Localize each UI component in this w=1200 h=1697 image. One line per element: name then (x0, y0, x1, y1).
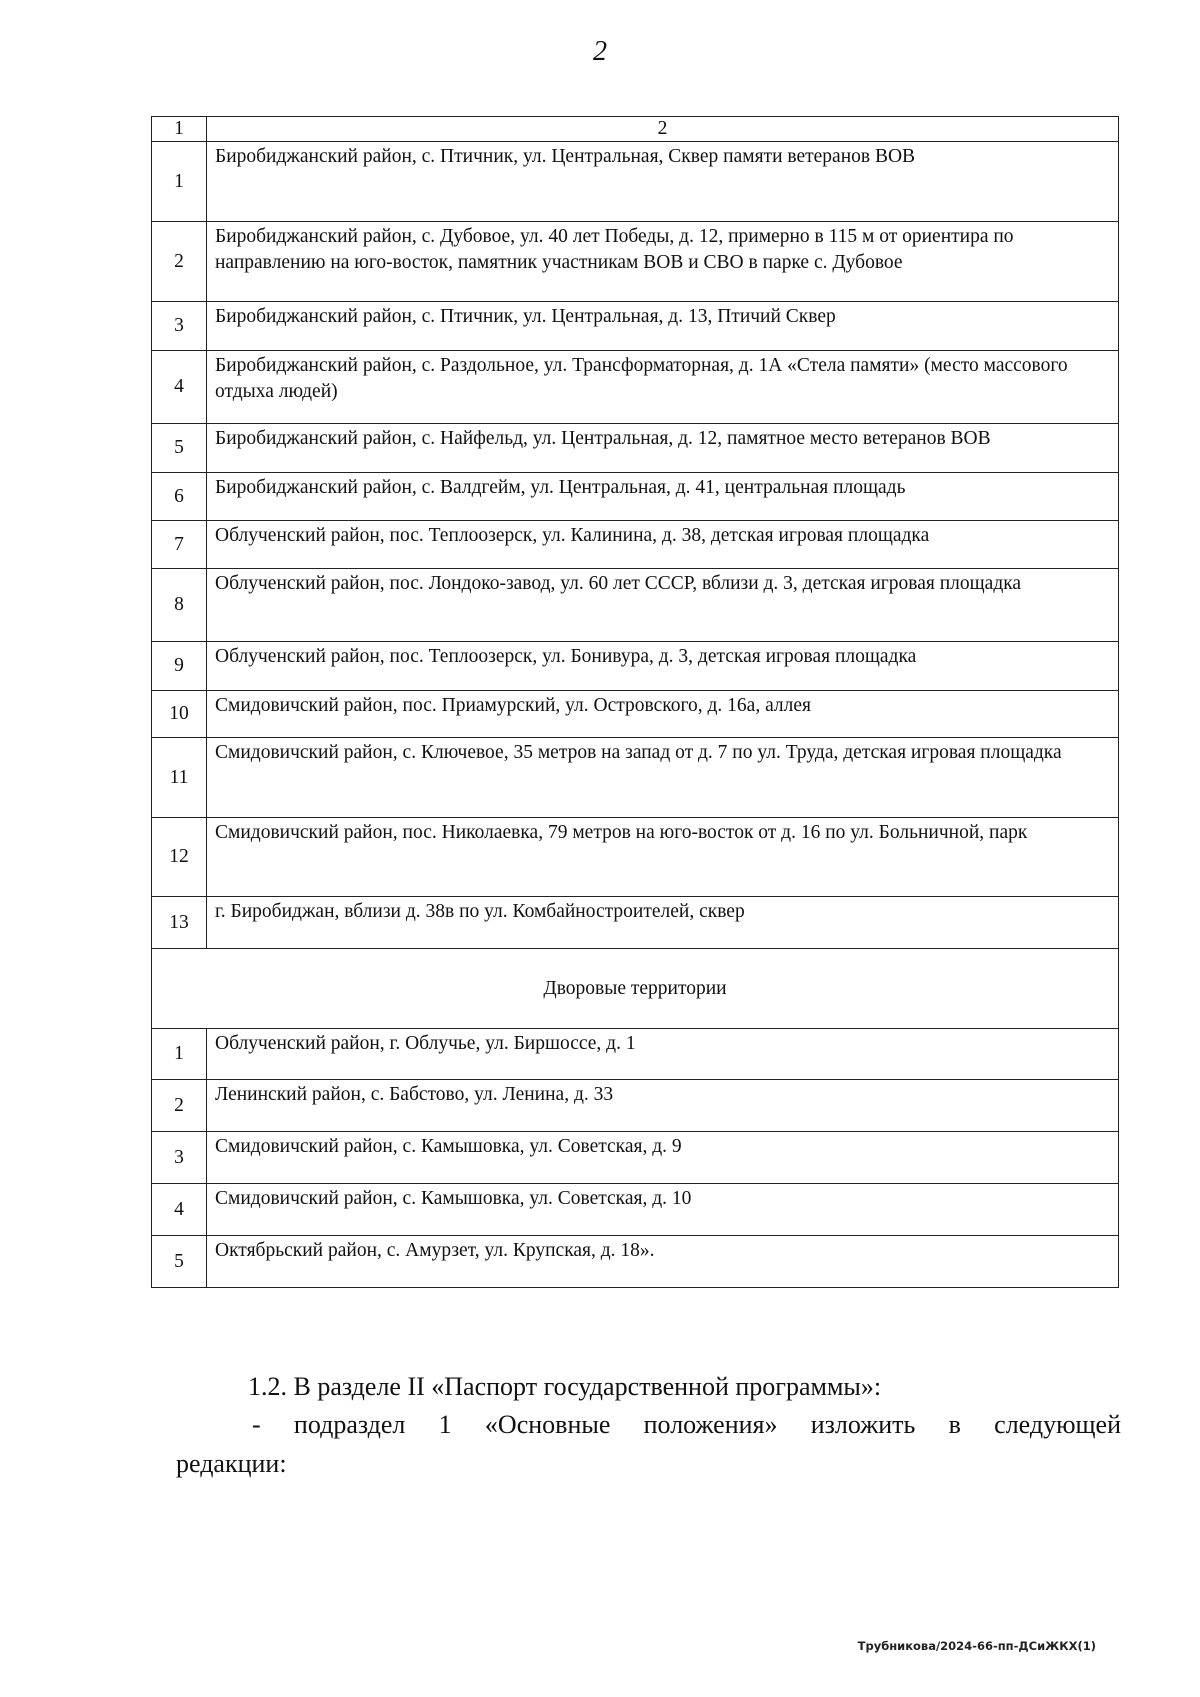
row-address: г. Биробиджан, вблизи д. 38в по ул. Комбайностроителей, сквер (207, 897, 1119, 949)
row-address: Облученский район, пос. Теплоозерск, ул. Калинина, д. 38, детская игровая площадка (207, 521, 1119, 569)
header-col-2: 2 (207, 117, 1119, 142)
paragraph-section-change: 1.2. В разделе II «Паспорт государственной программы»: (248, 1372, 882, 1401)
table-row (152, 1236, 1119, 1288)
row-number: 10 (152, 691, 207, 738)
table-row (152, 642, 1119, 691)
row-address: Биробиджанский район, с. Раздольное, ул. Трансформаторная, д. 1А «Стела памяти» (место массового отдыха людей) (207, 351, 1119, 424)
row-number: 9 (152, 642, 207, 691)
row-address: Облученский район, пос. Лондоко-завод, ул. 60 лет СССР, вблизи д. 3, детская игровая площадка (207, 569, 1119, 642)
table-row (152, 302, 1119, 351)
section-header-row (152, 949, 1119, 1029)
paragraph-continuation: редакции: (176, 1449, 287, 1478)
row-address: Облученский район, г. Облучье, ул. Биршоссе, д. 1 (207, 1029, 1119, 1080)
table-row (152, 473, 1119, 521)
row-number: 12 (152, 818, 207, 897)
table-row (152, 569, 1119, 642)
table-row (152, 1132, 1119, 1184)
row-address: Биробиджанский район, с. Дубовое, ул. 40 лет Победы, д. 12, примерно в 115 м от ориентира по направлению на юго-восток, памятник участникам ВОВ и СВО в парке с. Дубовое (207, 222, 1119, 302)
row-number: 2 (152, 1080, 207, 1132)
row-address: Смидовичский район, с. Камышовка, ул. Советская, д. 9 (207, 1132, 1119, 1184)
paragraph-subsection-change: - подраздел 1 «Основные положения» изложить в следующей (252, 1410, 1121, 1439)
row-number: 3 (152, 302, 207, 351)
row-address: Биробиджанский район, с. Валдгейм, ул. Центральная, д. 41, центральная площадь (207, 473, 1119, 521)
table-row (152, 897, 1119, 949)
header-col-1: 1 (152, 117, 207, 142)
table-row (152, 1029, 1119, 1080)
row-number: 5 (152, 424, 207, 473)
row-number: 11 (152, 738, 207, 818)
table-row (152, 424, 1119, 473)
row-number: 3 (152, 1132, 207, 1184)
row-number: 13 (152, 897, 207, 949)
row-number: 8 (152, 569, 207, 642)
row-address: Смидовичский район, пос. Приамурский, ул. Островского, д. 16а, аллея (207, 691, 1119, 738)
section-title: Дворовые территории (152, 949, 1119, 1029)
row-address: Биробиджанский район, с. Птичник, ул. Центральная, Сквер памяти ветеранов ВОВ (207, 142, 1119, 222)
row-number: 6 (152, 473, 207, 521)
table-row (152, 222, 1119, 302)
row-number: 4 (152, 1184, 207, 1236)
row-address: Октябрьский район, с. Амурзет, ул. Крупская, д. 18». (207, 1236, 1119, 1288)
locations-table (151, 116, 1119, 1288)
locations-table-wrapper (151, 116, 1119, 1288)
table-row (152, 142, 1119, 222)
table-row (152, 521, 1119, 569)
table-row (152, 1080, 1119, 1132)
page-number: 2 (593, 36, 607, 67)
table-row (152, 351, 1119, 424)
row-address: Смидовичский район, с. Ключевое, 35 метров на запад от д. 7 по ул. Труда, детская игровая площадка (207, 738, 1119, 818)
table-header-row (152, 117, 1119, 142)
row-address: Облученский район, пос. Теплоозерск, ул. Бонивура, д. 3, детская игровая площадка (207, 642, 1119, 691)
row-number: 1 (152, 142, 207, 222)
row-number: 1 (152, 1029, 207, 1080)
row-address: Биробиджанский район, с. Птичник, ул. Центральная, д. 13, Птичий Сквер (207, 302, 1119, 351)
table-row (152, 818, 1119, 897)
table-row (152, 738, 1119, 818)
row-number: 2 (152, 222, 207, 302)
table-row (152, 691, 1119, 738)
row-number: 5 (152, 1236, 207, 1288)
row-number: 7 (152, 521, 207, 569)
row-address: Смидовичский район, с. Камышовка, ул. Советская, д. 10 (207, 1184, 1119, 1236)
document-footer-reference: Трубникова/2024-66-пп-ДСиЖКХ(1) (857, 1639, 1096, 1653)
row-address: Биробиджанский район, с. Найфельд, ул. Центральная, д. 12, памятное место ветеранов ВОВ (207, 424, 1119, 473)
table-row (152, 1184, 1119, 1236)
row-address: Ленинский район, с. Бабстово, ул. Ленина, д. 33 (207, 1080, 1119, 1132)
row-address: Смидовичский район, пос. Николаевка, 79 метров на юго-восток от д. 16 по ул. Больничной, парк (207, 818, 1119, 897)
row-number: 4 (152, 351, 207, 424)
